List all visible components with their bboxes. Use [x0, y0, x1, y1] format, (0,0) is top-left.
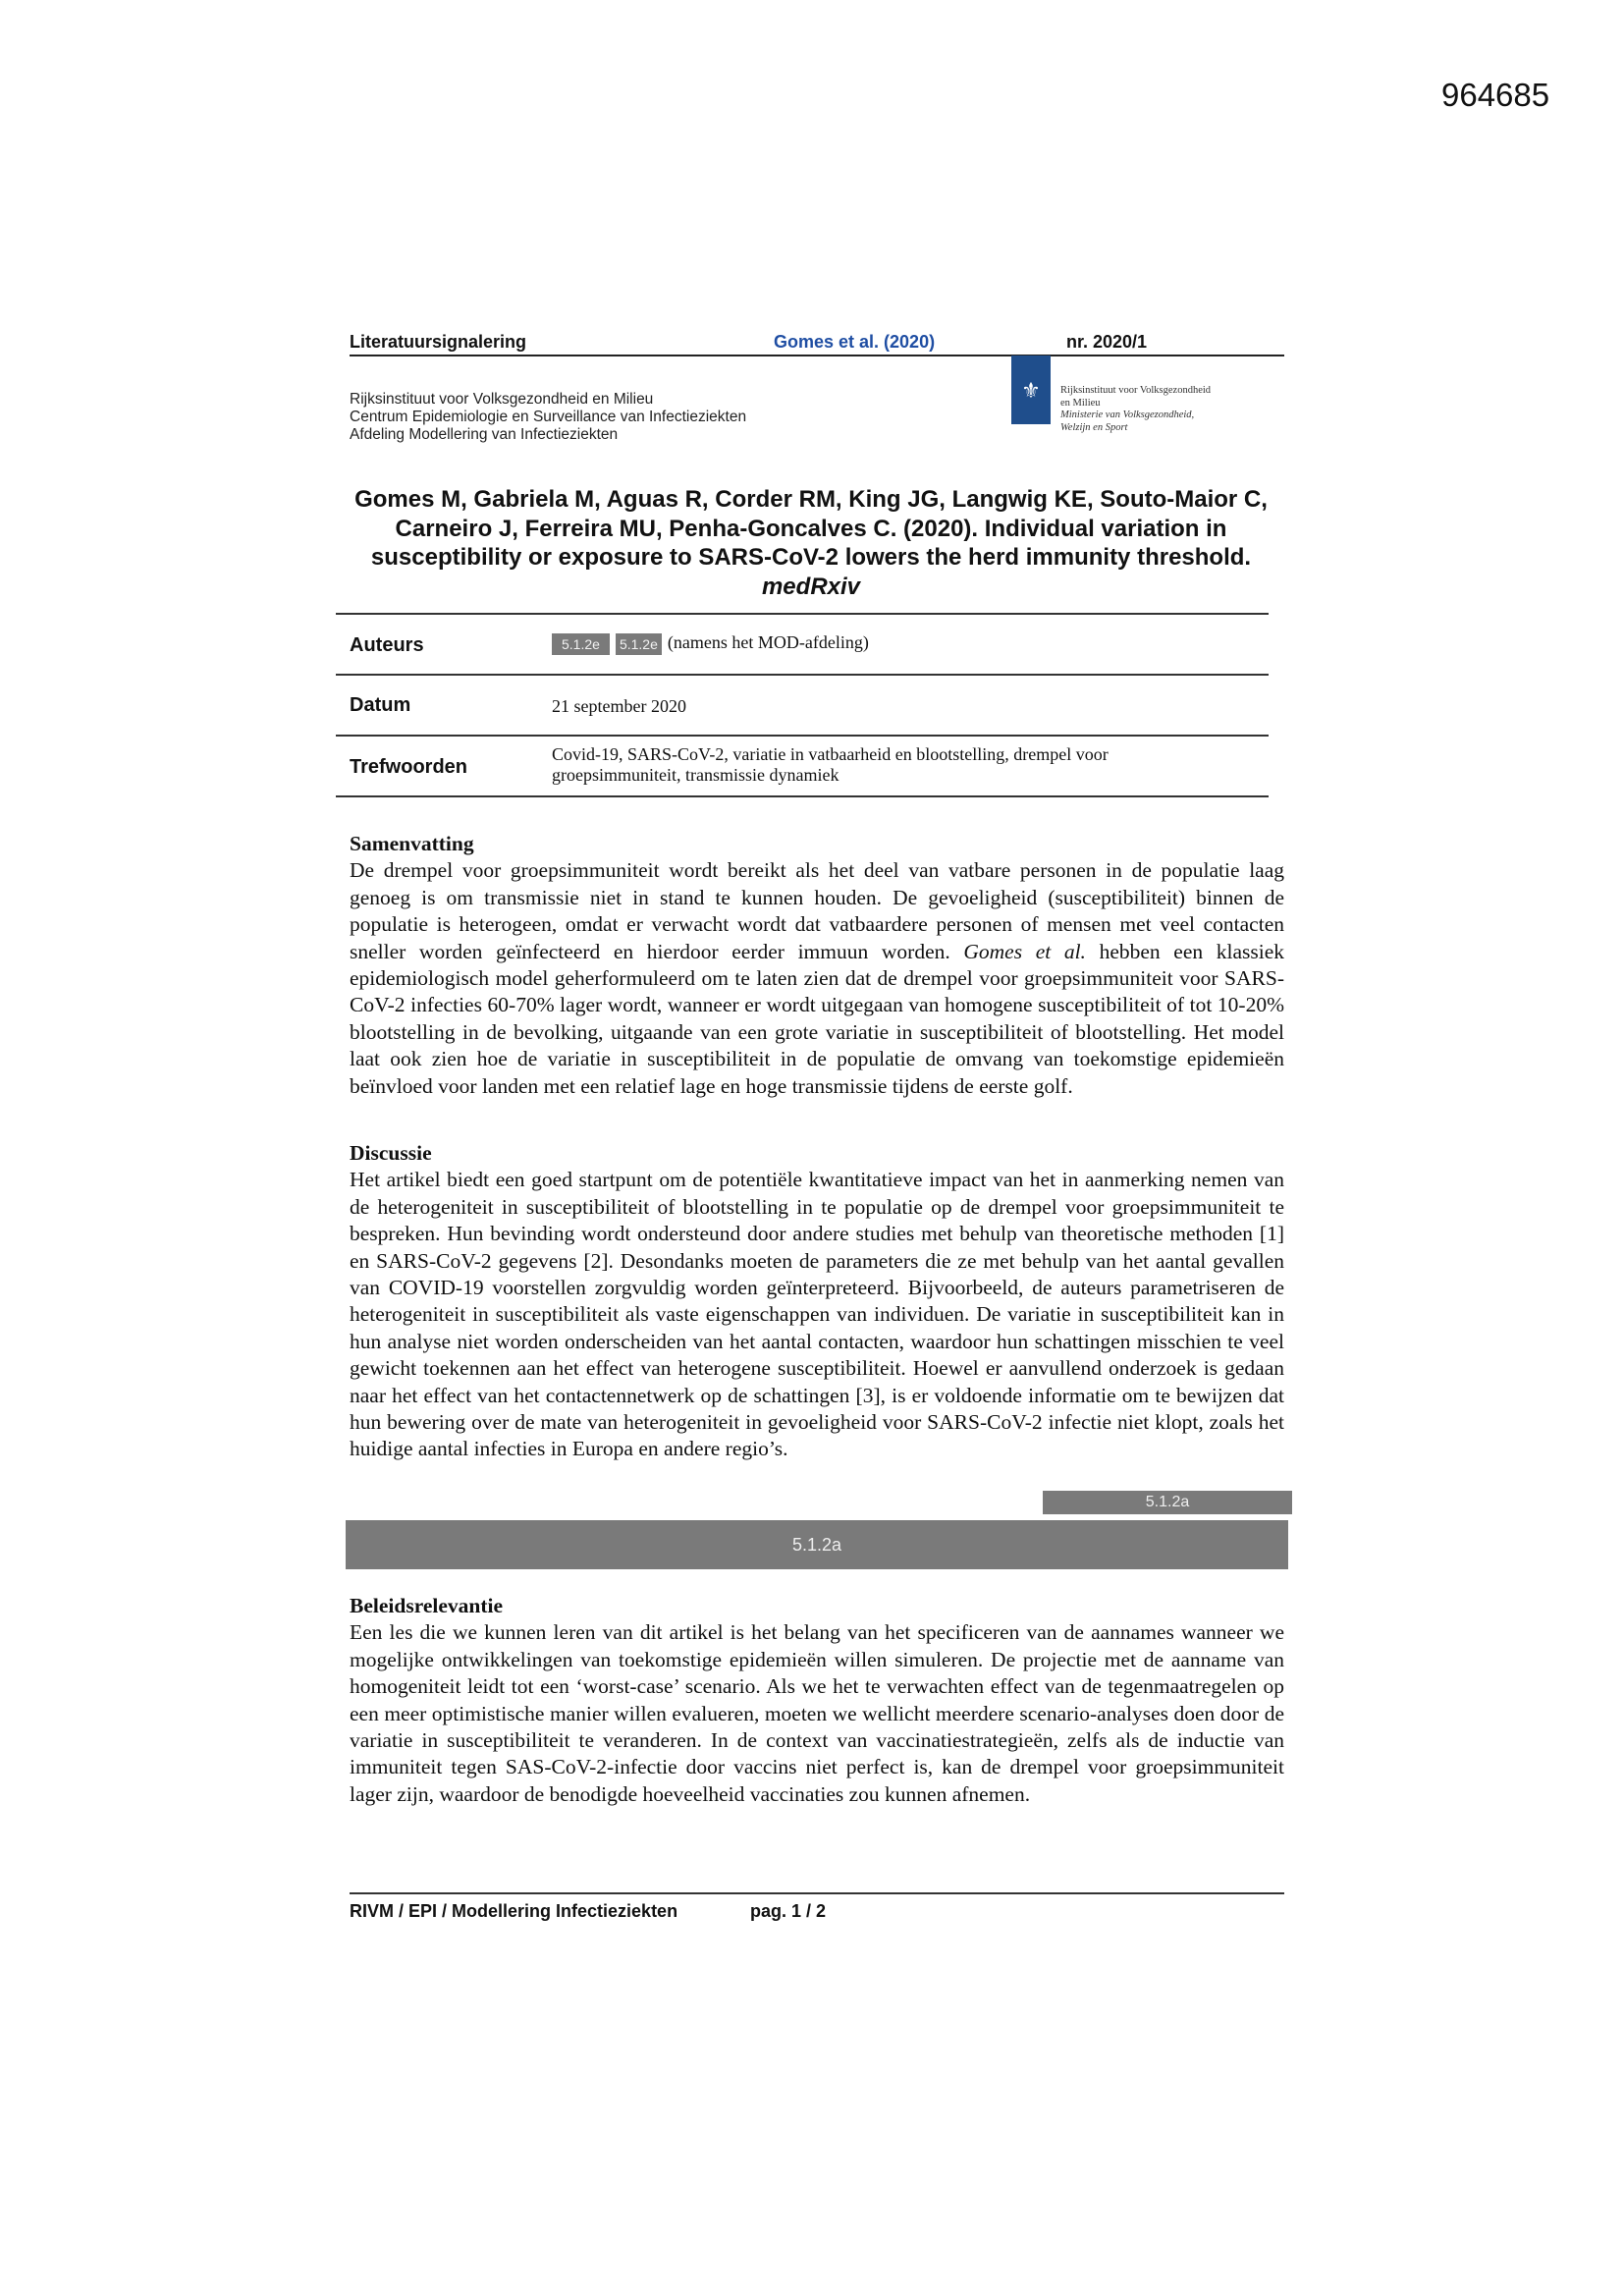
table-rule [336, 735, 1269, 737]
policy-text: Een les die we kunnen leren van dit artikel is het belang van het specificeren van de aannames wanneer we mogelijke ontwikkelingen van toekomstige epidemieën willen simuleren. De projectie met de aanname van homogeniteit leidt tot een ‘worst-case’ scenario. Als we het te verwachten effect van de tegenmaatregelen op een meer optimistische manier willen evalueren, moeten we wellicht meerdere scenario-analyses doen door de variatie in susceptibiliteit te veranderen. In de context van vaccinatiestrategieën, zelfs als de inductie van immuniteit tegen SAS-CoV-2-infectie door vaccins niet perfect is, kan de drempel voor groepsimmuniteit lager zijn, waardoor de benodigde hoeveelheid vaccinaties zou kunnen afnemen. [350, 1620, 1284, 1806]
logo-text [1060, 385, 1211, 434]
discussion-heading: Discussie [350, 1141, 432, 1165]
crest-icon: ⚜ [1021, 379, 1041, 404]
summary-text: De drempel voor groepsimmuniteit wordt bereikt als het deel van vatbare personen in de populatie laag genoeg is om transmissie niet in stand te kunnen houden. De gevoeligheid (susceptibiliteit) binnen de populatie is heterogeen, omdat er verwacht wordt dat vatbaardere personen of mensen met veel contacten sneller worden geïnfecteerd en hierdoor eerder immuun worden. Gomes et al. hebben een klassiek epidemiologisch model geherformuleerd om te laten zien dat de drempel voor groepsimmuniteit voor SARS-CoV-2 infecties 60-70% lager wordt, wanneer er wordt uitgegaan van homogene susceptibiliteit of tot 10-20% blootstelling in de bevolking, uitgaande van een grote variatie in susceptibiliteit of blootstelling. Het model laat ook zien hoe de variatie in susceptibiliteit in de populatie de omvang van toekomstige epidemieën beïnvloed voor landen met een relatief lage en hoge transmissie tijdens de eerste golf. [350, 858, 1284, 1098]
logo-line-italic: Ministerie van Volksgezondheid, [1060, 410, 1195, 420]
logo-line: Rijksinstituut voor Volksgezondheid [1060, 385, 1212, 396]
redaction-block: 5.1.2a [346, 1520, 1288, 1569]
rivm-logo [1011, 355, 1237, 444]
footer-page-number: pag. 1 / 2 [750, 1901, 827, 1921]
header-issue-number: nr. 2020/1 [1066, 332, 1148, 352]
summary-section [350, 831, 1284, 1100]
date-label: Datum [350, 694, 411, 716]
table-rule [336, 674, 1269, 676]
footer-department: RIVM / EPI / Modellering Infectieziekten [350, 1901, 678, 1921]
table-rule [336, 795, 1269, 797]
summary-heading: Samenvatting [350, 832, 474, 855]
logo-line-italic: Welzijn en Sport [1060, 421, 1128, 433]
page-header [350, 332, 1284, 355]
policy-heading: Beleidsrelevantie [350, 1594, 504, 1617]
institution-line: Rijksinstituut voor Volksgezondheid en Milieu [350, 391, 654, 408]
redaction-box: 5.1.2e [552, 633, 610, 655]
header-series: Literatuursignalering [350, 332, 527, 352]
authors-value [552, 632, 869, 655]
article-title [350, 485, 1272, 601]
discussion-section [350, 1140, 1284, 1463]
discussion-text: Het artikel biedt een goed startpunt om de potentiële kwantitatieve impact van het in aanmerking nemen van de heterogeniteit in susceptibiliteit of blootstelling in te populatie op de drempel voor groepsimmuniteit te bespreken. Hun bevinding wordt ondersteund door andere studies met behulp van theoretische methoden [1] en SARS-CoV-2 gegevens [2]. Desondanks moeten de parameters die ze met behulp van het aantal gevallen van COVID-19 voorstellen zorgvuldig worden geïnterpreteerd. Bijvoorbeeld, de auteurs parametriseren de heterogeniteit in susceptibiliteit als vaste eigenschappen van individuen. De variatie in susceptibiliteit kan in hun analyse niet worden onderscheiden van het aantal contacten, waardoor hun schattingen misschien te veel gewicht toekennen aan het effect van heterogene susceptibiliteit. Hoewel er aanvullend onderzoek is gedaan naar het effect van het contactennetwerk op de schattingen [3], is er voldoende informatie om te bewijzen dat hun bewering over de mate van heterogeniteit in gevoeligheid voor SARS-CoV-2 infectie niet klopt, zoals het huidige aantal infecties in Europa en andere regio’s. [350, 1168, 1284, 1461]
date-value: 21 september 2020 [552, 696, 686, 716]
authors-suffix: (namens het MOD-afdeling) [667, 632, 869, 652]
redaction-box: 5.1.2e [616, 633, 662, 655]
policy-section [350, 1593, 1284, 1808]
institution-line: Centrum Epidemiologie en Surveillance van Infectieziekten [350, 409, 747, 425]
institution-block [350, 391, 746, 444]
table-rule [336, 613, 1269, 615]
keywords-label: Trefwoorden [350, 756, 468, 778]
summary-citation: Gomes et al. [963, 939, 1086, 963]
document-number: 964685 [1441, 77, 1550, 113]
keywords-value: Covid-19, SARS-CoV-2, variatie in vatbaarheid en blootstelling, drempel voor groepsimmuniteit, transmissie dynamiek [552, 744, 1109, 785]
institution-line: Afdeling Modellering van Infectieziekten [350, 426, 619, 443]
authors-label: Auteurs [350, 634, 424, 656]
article-journal: medRxiv [761, 573, 861, 600]
redaction-box: 5.1.2a [1043, 1491, 1292, 1514]
header-reference: Gomes et al. (2020) [774, 332, 936, 352]
article-citation: Gomes M, Gabriela M, Aguas R, Corder RM, King JG, Langwig KE, Souto-Maior C, Carneiro J, Ferreira MU, Penha-Goncalves C. (2020). Individual variation in susceptibility or exposure to SARS-CoV-2 lowers the herd immunity threshold. [354, 486, 1268, 571]
footer-divider [350, 1892, 1284, 1894]
logo-line: en Milieu [1060, 397, 1101, 409]
